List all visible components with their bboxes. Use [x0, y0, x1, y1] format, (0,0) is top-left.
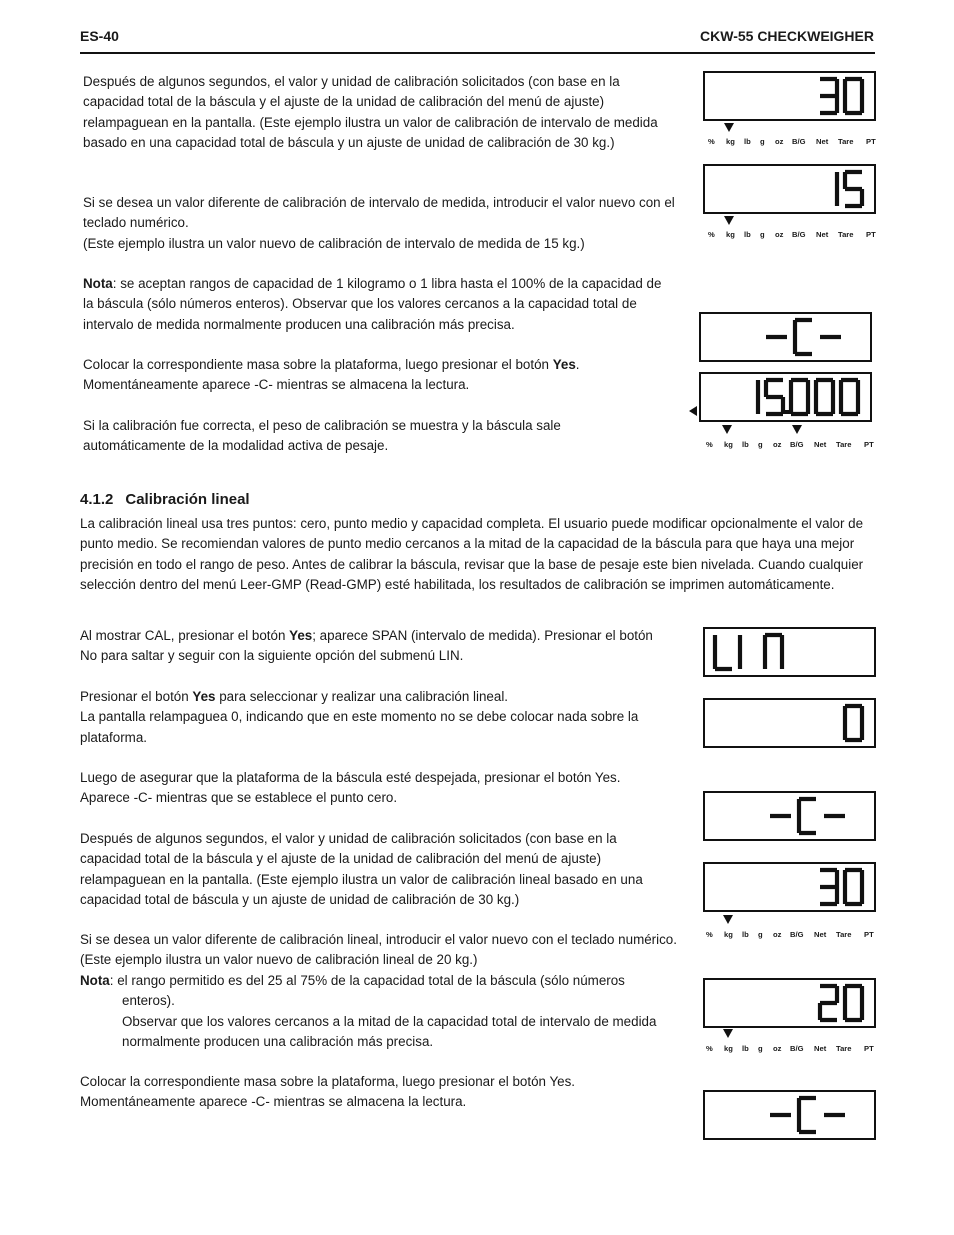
kg-indicator-icon	[722, 425, 732, 434]
paragraph-text: ; aparece SPAN (intervalo de medida). Presionar el botón No para saltar y seguir con la siguiente opción del submenú LIN.	[80, 628, 653, 664]
annunciator-label: kg	[726, 137, 735, 146]
annunciator-label: B/G	[790, 930, 804, 939]
annunciator-label: lb	[742, 1044, 749, 1053]
lcd-digit	[845, 79, 862, 113]
annunciator-label: lb	[744, 137, 751, 146]
annunciator-label: %	[706, 1044, 713, 1053]
annunciator-label: g	[758, 930, 763, 939]
annunciator-label: oz	[775, 230, 784, 239]
annunciator-label: PT	[866, 230, 876, 239]
annunciator-label: Tare	[838, 230, 854, 239]
paragraph-select-linear	[80, 687, 678, 748]
annunciator-label: PT	[864, 930, 874, 939]
left-arrow-icon	[689, 406, 697, 416]
kg-indicator-icon	[724, 216, 734, 225]
annunciator-label: lb	[742, 930, 749, 939]
paragraph-text: (Este ejemplo ilustra un valor nuevo de calibración de intervalo de medida de 15 kg.)	[83, 235, 585, 251]
annunciator-label: oz	[773, 1044, 782, 1053]
lcd-digit	[816, 380, 833, 414]
lcd-digit	[820, 79, 837, 113]
annunciator-label: Net	[814, 1044, 827, 1053]
annunciator-label: Net	[814, 930, 827, 939]
note-span-range	[83, 274, 675, 335]
bg-indicator-icon	[792, 425, 802, 434]
lcd-digit	[791, 380, 808, 414]
yes-keyword: Yes	[552, 357, 576, 372]
kg-indicator-icon	[723, 915, 733, 924]
document-title: CKW-55 CHECKWEIGHER	[700, 28, 874, 44]
paragraph-text: Al mostrar CAL, presionar el botón	[80, 628, 290, 643]
lcd-display-15000	[699, 372, 872, 422]
paragraph-text: Presionar el botón	[80, 689, 193, 704]
annunciator-label: %	[706, 440, 713, 449]
paragraph-zero-point: Luego de asegurar que la plataforma de la báscula esté despejada, presionar el botón Yes. Aparece -C- mientras que se establece el punto cero.	[80, 770, 621, 806]
paragraph-text: La pantalla relampaguea 0, indicando que en este momento no se debe colocar nada sobre la plataforma.	[80, 709, 639, 745]
lcd-digit	[795, 320, 812, 354]
note-text: : se aceptan rangos de capacidad de 1 kilogramo o 1 libra hasta el 100% de la capacidad de la báscula (sólo números enteros). Observar que los valores cercanos a la capacidad total de intervalo de medida normalmente producen una calibración más precisa.	[83, 276, 662, 332]
paragraph-text: Si se desea un valor diferente de calibración lineal, introducir el valor nuevo con el teclado numérico. (Este ejemplo ilustra un valor nuevo de calibración lineal de 20 kg.)	[80, 932, 677, 968]
kg-indicator-icon	[724, 123, 734, 132]
annunciator-label: Tare	[836, 440, 852, 449]
page-number: ES-40	[80, 28, 119, 44]
note-linear-range	[80, 971, 680, 1012]
paragraph-place-mass-linear: Colocar la correspondiente masa sobre la plataforma, luego presionar el botón Yes. Momentáneamente aparece -C- mientras se almacena la lectura.	[80, 1074, 576, 1110]
annunciator-label: g	[760, 137, 765, 146]
annunciator-label: Tare	[836, 930, 852, 939]
lcd-digit	[715, 635, 732, 669]
annunciator-label: B/G	[792, 137, 806, 146]
note-label: Nota	[80, 972, 110, 988]
annunciator-label: Net	[816, 137, 829, 146]
section-heading	[80, 491, 250, 508]
lcd-display-20	[703, 978, 876, 1028]
paragraph-linear-value: Después de algunos segundos, el valor y unidad de calibración solicitados (con base en la capacidad total de la báscula y el ajuste de la unidad de calibración del menú de ajuste) relampaguean en la pantalla. (Este ejemplo ilustra un valor de calibración lineal basado en una capacidad total de báscula y un ajuste de unidad de calibración de 30 kg.)	[80, 831, 643, 908]
paragraph-new-linear-value	[80, 930, 680, 1052]
lcd-digit	[820, 870, 837, 904]
yes-keyword: Yes	[289, 628, 313, 643]
annunciator-label: PT	[866, 137, 876, 146]
lcd-display-30	[703, 862, 876, 912]
lcd-digit	[845, 986, 862, 1020]
paragraph-text: Colocar la correspondiente masa sobre la plataforma, luego presionar el botón	[83, 357, 553, 372]
lcd-display-15	[703, 164, 876, 214]
annunciator-label: B/G	[790, 1044, 804, 1053]
annunciator-label: oz	[773, 930, 782, 939]
paragraph-text: para seleccionar y realizar una calibración lineal.	[215, 689, 509, 704]
annunciator-label: kg	[724, 440, 733, 449]
lcd-display-c	[699, 312, 872, 362]
annunciator-label: PT	[864, 440, 874, 449]
lcd-digit	[845, 172, 862, 206]
lcd-digit	[841, 380, 858, 414]
note-label: Nota	[83, 276, 113, 291]
section-title: Calibración lineal	[125, 491, 250, 508]
lcd-digit	[799, 799, 816, 833]
annunciator-label: g	[760, 230, 765, 239]
annunciator-label: Tare	[836, 1044, 852, 1053]
lcd-digit	[845, 870, 862, 904]
kg-indicator-icon	[723, 1029, 733, 1038]
paragraph-linear-intro: La calibración lineal usa tres puntos: cero, punto medio y capacidad completa. El usuario puede modificar opcionalmente el valor de punto medio. Se recomiendan valores de punto medio cercanos a la mitad de la capacidad de la báscula para que haya una mejor precisión en todo el rango de peso. Antes de calibrar la báscula, revisar que la base de pesaje este bien nivelada. Cuando cualquier selección dentro del menú Leer-GMP (Read-GMP) esté habilitada, los resultados de calibración se imprimen automáticamente.	[80, 516, 864, 593]
annunciator-label: kg	[726, 230, 735, 239]
annunciator-label: %	[708, 230, 715, 239]
section-number: 4.1.2	[80, 491, 114, 508]
annunciator-label: lb	[744, 230, 751, 239]
yes-keyword: Yes	[192, 689, 216, 704]
annunciator-label: g	[758, 440, 763, 449]
annunciator-label: PT	[864, 1044, 874, 1053]
annunciator-label: lb	[742, 440, 749, 449]
annunciator-label: %	[708, 137, 715, 146]
paragraph-calibration-success: Si la calibración fue correcta, el peso de calibración se muestra y la báscula sale automáticamente de la modalidad activa de pesaje.	[83, 418, 561, 454]
paragraph-place-mass	[83, 355, 681, 396]
lcd-display-c	[703, 1090, 876, 1140]
annunciator-label: B/G	[792, 230, 806, 239]
lcd-digit	[820, 986, 837, 1020]
lcd-display-30	[703, 71, 876, 121]
lcd-display-0	[703, 698, 876, 748]
paragraph-cal-span	[80, 626, 670, 667]
annunciator-label: g	[758, 1044, 763, 1053]
header-divider	[80, 52, 875, 54]
lcd-display-c	[703, 791, 876, 841]
note-text: Observar que los valores cercanos a la mitad de la capacidad total de intervalo de medida normalmente producen una calibración más precisa.	[122, 1013, 657, 1050]
annunciator-label: kg	[724, 1044, 733, 1053]
paragraph-text: Si se desea un valor diferente de calibración de intervalo de medida, introducir el valor nuevo con el teclado numérico.	[83, 195, 675, 231]
lcd-digit	[765, 635, 782, 669]
paragraph-span-value: Después de algunos segundos, el valor y unidad de calibración solicitados (con base en la capacidad total de la báscula y el ajuste de la unidad de calibración del menú de ajuste) relampaguean en la pantalla. (Este ejemplo ilustra un valor de calibración de intervalo de medida basado en una capacidad total de báscula y un ajuste de unidad de calibración de 30 kg.)	[83, 74, 658, 151]
lcd-digit	[845, 706, 862, 740]
annunciator-label: oz	[775, 137, 784, 146]
annunciator-label: %	[706, 930, 713, 939]
paragraph-new-span-value	[83, 193, 681, 254]
annunciator-label: Tare	[838, 137, 854, 146]
note-text: : el rango permitido es del 25 al 75% de la capacidad total de la báscula (sólo números enteros).	[109, 972, 625, 1009]
annunciator-label: B/G	[790, 440, 804, 449]
annunciator-label: Net	[816, 230, 829, 239]
lcd-digit	[766, 380, 789, 414]
lcd-display-lin	[703, 627, 876, 677]
annunciator-label: Net	[814, 440, 827, 449]
lcd-digit	[799, 1098, 816, 1132]
paragraph-text: Momentáneamente aparece -C- mientras se almacena la lectura.	[83, 377, 470, 393]
annunciator-label: oz	[773, 440, 782, 449]
paragraph-text: .	[575, 357, 580, 372]
annunciator-label: kg	[724, 930, 733, 939]
